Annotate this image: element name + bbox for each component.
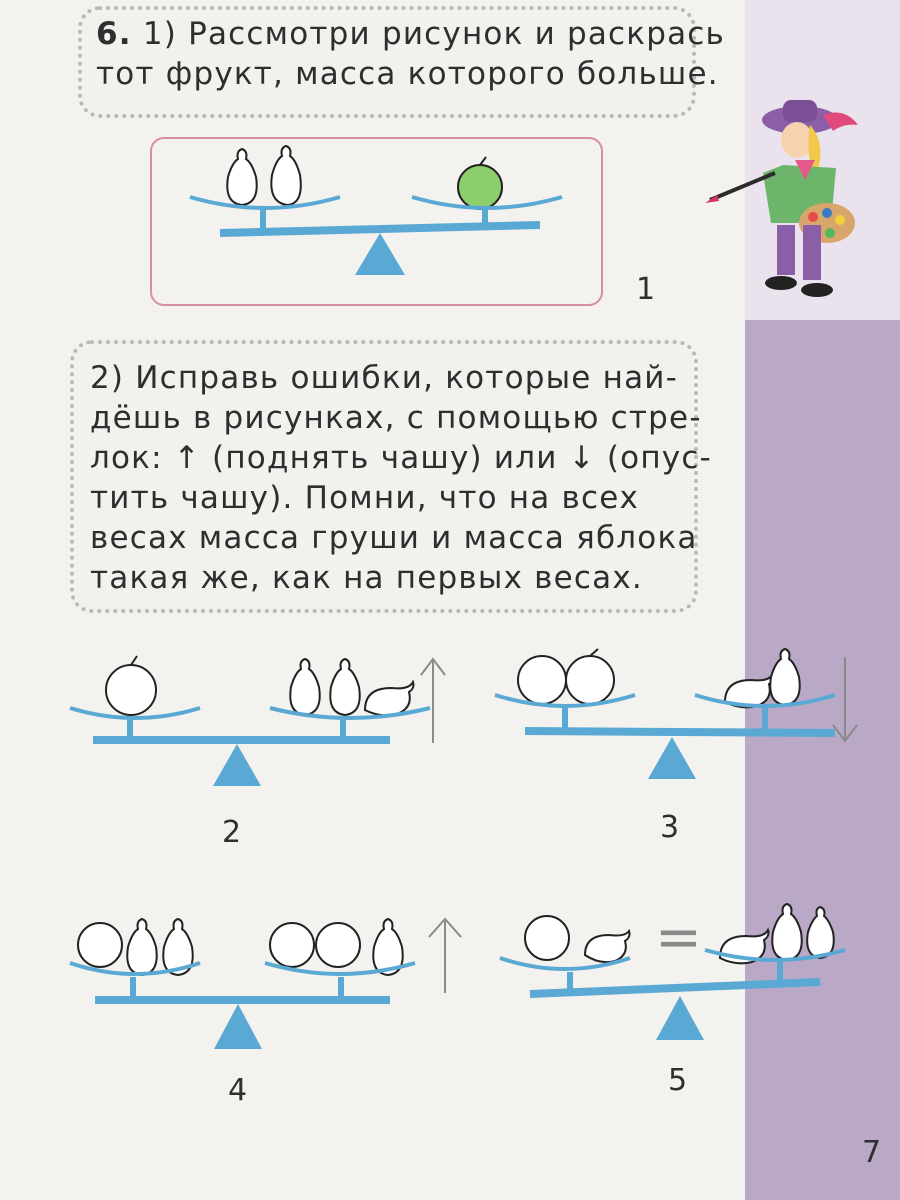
- figure2-scale: [65, 650, 455, 790]
- apple-icon: [566, 656, 614, 704]
- figure3-scale: [490, 645, 870, 785]
- task-part2-line: такая же, как на первых весах.: [90, 560, 643, 596]
- pear-icon: [227, 149, 256, 205]
- apple-icon: [78, 923, 122, 967]
- task-part2-line: весах масса груши и масса яблока: [90, 520, 698, 556]
- pear-icon: [127, 919, 156, 975]
- pear-icon: [330, 659, 359, 715]
- arrow-down-icon: [830, 655, 860, 745]
- task-part1-line1: 1) Рассмотри рисунок и раскрась: [142, 16, 726, 52]
- figure4-scale: [70, 905, 430, 1055]
- task-part2-line: 2) Исправь ошибки, которые най-: [90, 360, 679, 396]
- figure1-number: 1: [636, 272, 656, 307]
- pear-icon: [365, 682, 414, 715]
- arrow-up-icon: [418, 655, 448, 745]
- apple-icon: [270, 923, 314, 967]
- pear-icon: [585, 931, 630, 962]
- task-part2-text: [90, 358, 712, 598]
- task-part2-line: дёшь в рисунках, с помощью стре-: [90, 400, 702, 436]
- figure5-equals: =: [655, 905, 702, 970]
- pear-icon: [271, 146, 300, 205]
- pear-icon: [807, 907, 834, 958]
- pear-icon: [290, 659, 319, 715]
- pear-icon: [770, 649, 799, 705]
- figure4-number: 4: [228, 1073, 248, 1108]
- figure1-scale: [180, 145, 560, 285]
- apple-icon: [316, 923, 360, 967]
- arrow-up-icon: [425, 915, 465, 995]
- artist-girl-illustration: [705, 95, 865, 305]
- task-part2-line: лок: ↑ (поднять чашу) или ↓ (опус-: [90, 440, 712, 476]
- figure5-number: 5: [668, 1063, 688, 1098]
- task-part1-text: [96, 14, 725, 94]
- task-part1-line2: тот фрукт, масса которого больше.: [96, 56, 719, 92]
- pear-icon: [772, 904, 801, 960]
- page-number: 7: [862, 1135, 882, 1170]
- figure3-number: 3: [660, 810, 680, 845]
- apple-icon: [458, 165, 502, 209]
- apple-icon: [525, 916, 569, 960]
- apple-icon: [106, 665, 156, 715]
- task-number: 6.: [96, 16, 132, 52]
- figure2-number: 2: [222, 815, 242, 850]
- task-part2-line: тить чашу). Помни, что на всех: [90, 480, 640, 516]
- apple-icon: [518, 656, 566, 704]
